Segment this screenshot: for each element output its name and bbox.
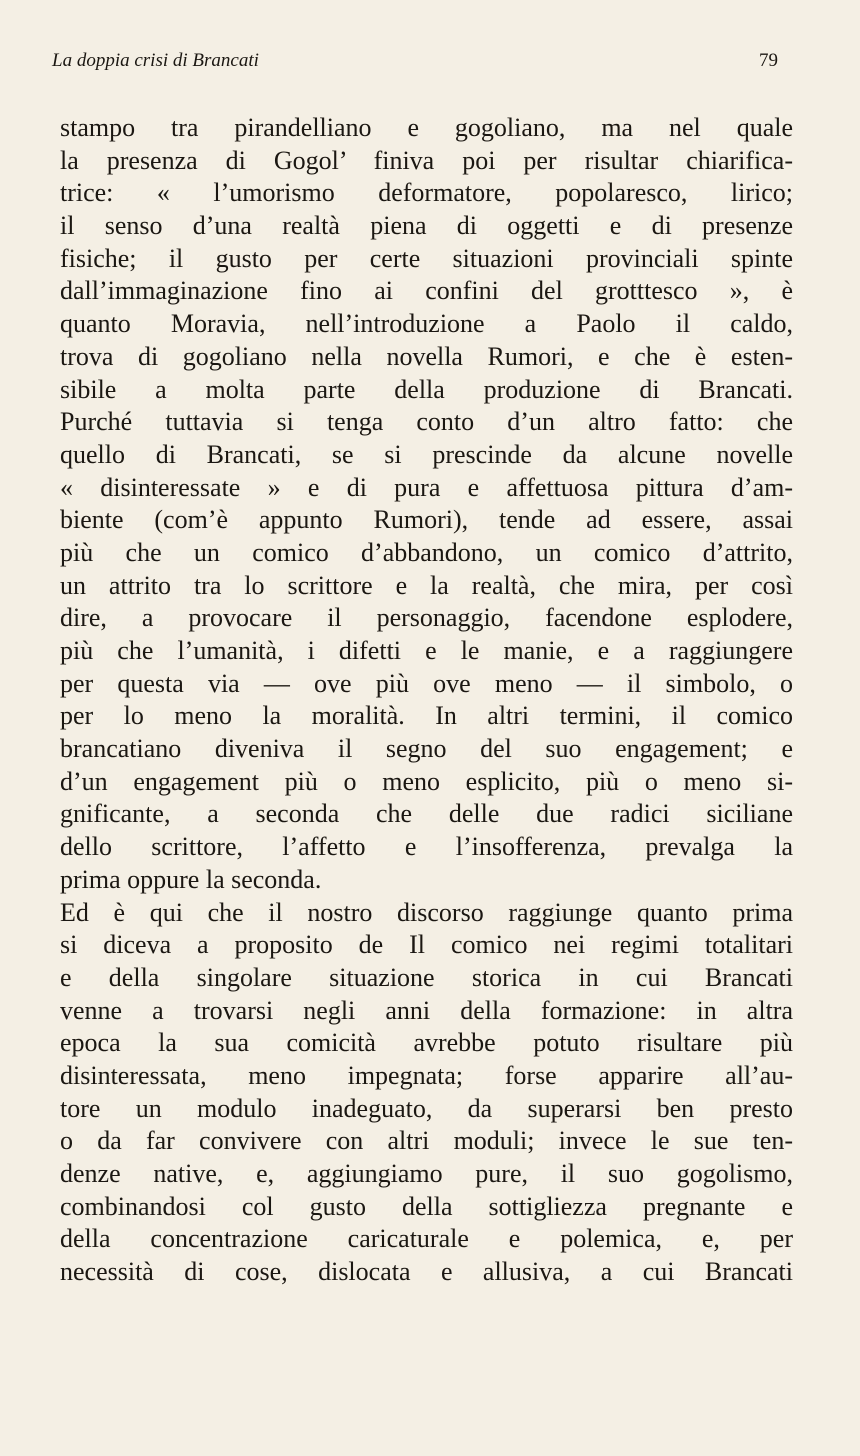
text-line: sibile a molta parte della produzione di Brancati. <box>60 374 793 404</box>
text-line: trova di gogoliano nella novella Rumori, e che è esten- <box>60 341 793 371</box>
text-line: d’un engagement più o meno esplicito, più o meno si- <box>60 766 793 796</box>
text-line: dall’immaginazione fino ai confini del grotttesco », è <box>60 276 793 306</box>
text-line: Ed è qui che il nostro discorso raggiunge quanto prima <box>60 897 793 927</box>
text-line: più che un comico d’abbandono, un comico d’attrito, <box>60 537 793 567</box>
text-line: quanto Moravia, nell’introduzione a Paolo il caldo, <box>60 309 793 339</box>
text-line: per lo meno la moralità. In altri termini, il comico <box>60 701 793 731</box>
text-line: biente (com’è appunto Rumori), tende ad essere, assai <box>60 505 793 535</box>
text-line: tore un modulo inadeguato, da superarsi ben presto <box>60 1093 793 1123</box>
text-line: la presenza di Gogol’ finiva poi per risultar chiarifica- <box>60 145 793 175</box>
text-line: Purché tuttavia si tenga conto d’un altro fatto: che <box>60 407 793 437</box>
text-line: gnificante, a seconda che delle due radici siciliane <box>60 799 793 829</box>
text-line: e della singolare situazione storica in cui Brancati <box>60 962 793 992</box>
text-line: o da far convivere con altri moduli; invece le sue ten- <box>60 1126 793 1156</box>
text-line: necessità di cose, dislocata e allusiva, a cui Brancati <box>60 1257 793 1287</box>
text-line: della concentrazione caricaturale e polemica, e, per <box>60 1224 793 1254</box>
text-line: « disinteressate » e di pura e affettuosa pittura d’am- <box>60 472 793 502</box>
text-line: denze native, e, aggiungiamo pure, il suo gogolismo, <box>60 1159 793 1188</box>
text-line: brancatiano diveniva il segno del suo engagement; e <box>60 734 793 764</box>
page-header <box>52 50 778 78</box>
text-line: quello di Brancati, se si prescinde da alcune novelle <box>60 439 793 469</box>
text-line: disinteressata, meno impegnata; forse apparire all’au- <box>60 1060 793 1090</box>
text-line: epoca la sua comicità avrebbe potuto risultare più <box>60 1028 793 1058</box>
text-line: dello scrittore, l’affetto e l’insofferenza, prevalga la <box>60 832 793 862</box>
text-line: venne a trovarsi negli anni della formazione: in altra <box>60 995 793 1025</box>
text-line: si diceva a proposito de Il comico nei regimi totalitari <box>60 930 793 960</box>
text-line: dire, a provocare il personaggio, facendone esplodere, <box>60 603 793 633</box>
text-line: il senso d’una realtà piena di oggetti e di presenze <box>60 211 793 241</box>
running-title: La doppia crisi di Brancati <box>52 50 259 71</box>
text-line: prima oppure la seconda. <box>60 864 322 894</box>
text-line: combinandosi col gusto della sottigliezza pregnante e <box>60 1191 793 1221</box>
page-number: 79 <box>759 50 778 71</box>
body-text <box>60 112 793 1289</box>
text-line: stampo tra pirandelliano e gogoliano, ma nel quale <box>60 113 793 142</box>
text-line: più che l’umanità, i difetti e le manie, e a raggiungere <box>60 636 793 665</box>
text-line: trice: « l’umorismo deformatore, popolaresco, lirico; <box>60 178 793 208</box>
text-line: un attrito tra lo scrittore e la realtà, che mira, per così <box>60 570 793 600</box>
text-line: fisiche; il gusto per certe situazioni provinciali spinte <box>60 243 793 273</box>
text-line: per questa via — ove più ove meno — il simbolo, o <box>60 668 793 698</box>
